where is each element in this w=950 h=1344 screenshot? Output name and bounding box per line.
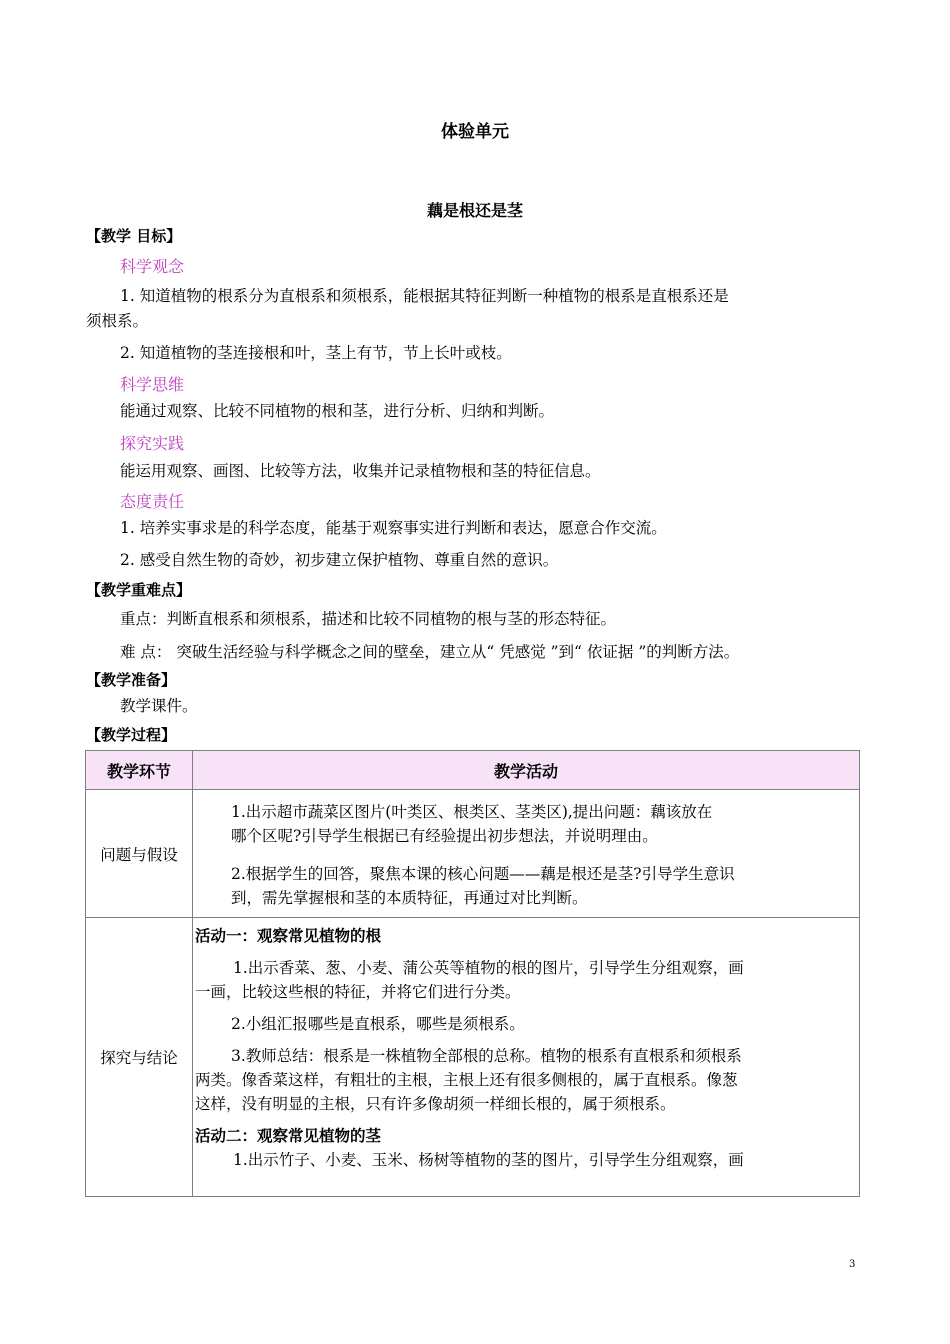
- paragraph-cont: 一画，比较这些根的特征，并将它们进行分类。: [195, 983, 521, 1001]
- attitude-heading: 态度责任: [120, 492, 185, 511]
- activity-title: 活动二：观察常见植物的茎: [195, 1127, 382, 1145]
- table-row: [86, 918, 860, 1197]
- table-row: [86, 790, 860, 918]
- concept-heading: 科学观念: [120, 257, 185, 276]
- paragraph: 1.出示超市蔬菜区图片(叶类区、根类区、茎类区),提出问题：藕该放在: [231, 803, 713, 821]
- paragraph-cont: 两类。像香菜这样，有粗壮的主根，主根上还有很多侧根的，属于直根系。像葱: [195, 1071, 738, 1089]
- concept-item-2: 2. 知道植物的茎连接根和叶，茎上有节，节上长叶或枝。: [120, 344, 512, 362]
- activity-cell: [193, 790, 860, 918]
- activity-cell: [193, 918, 860, 1197]
- attitude-item-1: 1. 培养实事求是的科学态度，能基于观察事实进行判断和表达，愿意合作交流。: [120, 519, 667, 537]
- key-points-heading: 【教学重难点】: [86, 581, 192, 599]
- paragraph: 1.出示香菜、葱、小麦、蒲公英等植物的根的图片，引导学生分组观察，画: [233, 959, 744, 977]
- preparation-text: 教学课件。: [120, 697, 198, 715]
- thinking-text: 能通过观察、比较不同植物的根和茎，进行分析、归纳和判断。: [120, 402, 555, 420]
- paragraph: 2.根据学生的回答，聚焦本课的核心问题——藕是根还是茎?引导学生意识: [231, 865, 735, 883]
- lesson-title: 藕是根还是茎: [426, 201, 523, 220]
- difficulty-text: 难 点： 突破生活经验与科学概念之间的壁垒，建立从“ 凭感觉 ”到“ 依证据 ”的判断方法。: [120, 643, 740, 661]
- process-heading: 【教学过程】: [86, 726, 177, 744]
- focus-text: 重点：判断直根系和须根系，描述和比较不同植物的根与茎的形态特征。: [120, 610, 617, 628]
- paragraph-cont: 到，需先掌握根和茎的本质特征，再通过对比判断。: [231, 889, 588, 907]
- stage-cell: 问题与假设: [86, 790, 193, 918]
- attitude-item-2: 2. 感受自然生物的奇妙，初步建立保护植物、尊重自然的意识。: [120, 551, 559, 569]
- inquiry-text: 能运用观察、画图、比较等方法，收集并记录植物根和茎的特征信息。: [120, 462, 601, 480]
- header-stage: 教学环节: [86, 751, 193, 790]
- concept-item-1-cont: 须根系。: [86, 312, 149, 330]
- concept-item-1: 1. 知道植物的根系分为直根系和须根系，能根据其特征判断一种植物的根系是直根系还是: [120, 287, 729, 305]
- paragraph: 3.教师总结：根系是一株植物全部根的总称。植物的根系有直根系和须根系: [231, 1047, 742, 1065]
- process-table: [85, 750, 860, 1197]
- paragraph: 2.小组汇报哪些是直根系，哪些是须根系。: [231, 1015, 525, 1033]
- paragraph-cont: 哪个区呢?引导学生根据已有经验提出初步想法，并说明理由。: [231, 827, 658, 845]
- paragraph-cont: 这样，没有明显的主根，只有许多像胡须一样细长根的，属于须根系。: [195, 1095, 676, 1113]
- unit-title: 体验单元: [441, 122, 509, 142]
- table-header-row: [86, 751, 860, 790]
- preparation-heading: 【教学准备】: [86, 671, 177, 689]
- activity-title: 活动一：观察常见植物的根: [195, 927, 382, 945]
- inquiry-heading: 探究实践: [120, 434, 185, 453]
- header-activity: 教学活动: [193, 751, 860, 790]
- paragraph: 1.出示竹子、小麦、玉米、杨树等植物的茎的图片，引导学生分组观察，画: [233, 1151, 744, 1169]
- thinking-heading: 科学思维: [120, 375, 185, 394]
- page-number: 3: [849, 1259, 856, 1270]
- stage-cell: 探究与结论: [86, 918, 193, 1197]
- objectives-heading: 【教学 目标】: [86, 227, 182, 245]
